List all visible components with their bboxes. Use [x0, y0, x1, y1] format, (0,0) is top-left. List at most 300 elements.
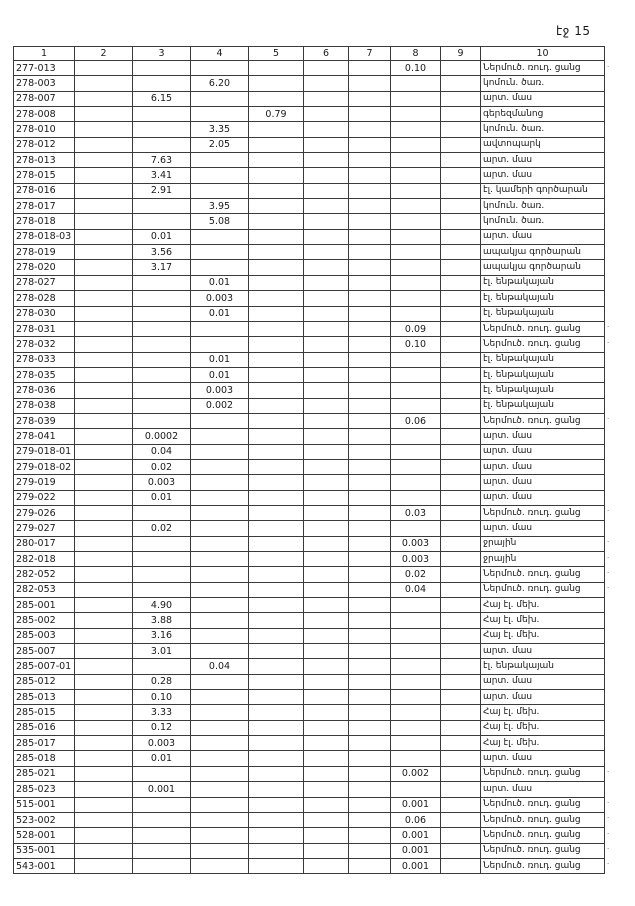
land-register-table — [13, 46, 605, 874]
area-cell-col-8 — [391, 306, 441, 321]
area-cell-col-3 — [133, 367, 191, 382]
area-cell-col-8 — [391, 153, 441, 168]
parcel-code-cell: 515-001 — [14, 797, 75, 812]
area-cell-col-2 — [75, 843, 133, 858]
area-cell-col-5 — [249, 782, 304, 797]
area-cell-col-2 — [75, 644, 133, 659]
area-cell-col-2 — [75, 459, 133, 474]
area-cell-col-9 — [441, 705, 481, 720]
table-row — [14, 352, 605, 367]
table-row — [14, 628, 605, 643]
table-row — [14, 812, 605, 827]
area-cell-col-7 — [349, 659, 391, 674]
table-row — [14, 720, 605, 735]
table-row — [14, 521, 605, 536]
area-cell-col-3 — [133, 137, 191, 152]
area-cell-col-8 — [391, 736, 441, 751]
area-cell-col-9 — [441, 429, 481, 444]
area-cell-col-2 — [75, 76, 133, 91]
area-cell-col-7 — [349, 582, 391, 597]
area-cell-col-3 — [133, 536, 191, 551]
area-cell-col-7 — [349, 552, 391, 567]
area-cell-col-6 — [304, 367, 349, 382]
usage-cell: էլ. ենթակայան — [481, 367, 605, 382]
parcel-code-cell: 278-015 — [14, 168, 75, 183]
area-cell-col-3: 0.01 — [133, 751, 191, 766]
area-cell-col-7 — [349, 690, 391, 705]
area-cell-col-6 — [304, 306, 349, 321]
area-cell-col-6 — [304, 567, 349, 582]
usage-cell: կոմուն. ծառ. — [481, 76, 605, 91]
area-cell-col-8: 0.10 — [391, 337, 441, 352]
area-cell-col-2 — [75, 275, 133, 290]
margin-tick-mark: · — [607, 62, 610, 71]
parcel-code-cell: 278-038 — [14, 398, 75, 413]
margin-tick-mark: · — [607, 507, 610, 516]
usage-cell: Հայ էլ. մեխ. — [481, 598, 605, 613]
usage-cell: կոմուն. ծառ. — [481, 199, 605, 214]
table-row — [14, 306, 605, 321]
area-cell-col-7 — [349, 76, 391, 91]
area-cell-col-9 — [441, 521, 481, 536]
usage-cell: ավտոպարկ — [481, 137, 605, 152]
area-cell-col-4 — [191, 552, 249, 567]
area-cell-col-5 — [249, 490, 304, 505]
usage-cell: Ներմուծ. ռուդ. ցանց — [481, 321, 605, 336]
area-cell-col-5 — [249, 306, 304, 321]
area-cell-col-5 — [249, 352, 304, 367]
area-cell-col-5 — [249, 275, 304, 290]
area-cell-col-5 — [249, 76, 304, 91]
area-cell-col-5 — [249, 168, 304, 183]
area-cell-col-7 — [349, 199, 391, 214]
area-cell-col-9 — [441, 367, 481, 382]
column-header-5: 5 — [249, 47, 304, 61]
area-cell-col-4: 0.01 — [191, 306, 249, 321]
area-cell-col-9 — [441, 858, 481, 873]
usage-cell: Հայ էլ. մեխ. — [481, 720, 605, 735]
table-row — [14, 245, 605, 260]
area-cell-col-8: 0.001 — [391, 858, 441, 873]
area-cell-col-8 — [391, 690, 441, 705]
area-cell-col-3: 0.02 — [133, 459, 191, 474]
area-cell-col-5 — [249, 690, 304, 705]
table-row — [14, 260, 605, 275]
parcel-code-cell: 278-018-03 — [14, 229, 75, 244]
area-cell-col-5 — [249, 183, 304, 198]
area-cell-col-6 — [304, 168, 349, 183]
area-cell-col-3: 3.01 — [133, 644, 191, 659]
area-cell-col-9 — [441, 383, 481, 398]
area-cell-col-6 — [304, 91, 349, 106]
area-cell-col-3 — [133, 214, 191, 229]
area-cell-col-2 — [75, 321, 133, 336]
area-cell-col-4 — [191, 61, 249, 76]
area-cell-col-5 — [249, 122, 304, 137]
usage-cell: Ներմուծ. ռուդ. ցանց — [481, 797, 605, 812]
area-cell-col-5 — [249, 199, 304, 214]
area-cell-col-2 — [75, 337, 133, 352]
area-cell-col-8 — [391, 720, 441, 735]
area-cell-col-4 — [191, 321, 249, 336]
area-cell-col-7 — [349, 429, 391, 444]
area-cell-col-2 — [75, 429, 133, 444]
table-row — [14, 659, 605, 674]
area-cell-col-6 — [304, 245, 349, 260]
area-cell-col-6 — [304, 214, 349, 229]
area-cell-col-4: 2.05 — [191, 137, 249, 152]
usage-cell: արտ. մաս — [481, 521, 605, 536]
usage-cell: կոմուն. ծառ. — [481, 122, 605, 137]
parcel-code-cell: 285-007-01 — [14, 659, 75, 674]
area-cell-col-2 — [75, 475, 133, 490]
area-cell-col-6 — [304, 628, 349, 643]
area-cell-col-3 — [133, 828, 191, 843]
area-cell-col-7 — [349, 337, 391, 352]
area-cell-col-6 — [304, 797, 349, 812]
area-cell-col-2 — [75, 505, 133, 520]
parcel-code-cell: 278-003 — [14, 76, 75, 91]
area-cell-col-6 — [304, 291, 349, 306]
area-cell-col-3 — [133, 582, 191, 597]
parcel-code-cell: 278-031 — [14, 321, 75, 336]
area-cell-col-6 — [304, 812, 349, 827]
table-row — [14, 751, 605, 766]
usage-cell: Հայ էլ. մեխ. — [481, 705, 605, 720]
area-cell-col-4 — [191, 705, 249, 720]
area-cell-col-7 — [349, 137, 391, 152]
area-cell-col-8 — [391, 598, 441, 613]
area-cell-col-3 — [133, 567, 191, 582]
usage-cell: արտ. մաս — [481, 444, 605, 459]
parcel-code-cell: 528-001 — [14, 828, 75, 843]
table-row — [14, 76, 605, 91]
area-cell-col-2 — [75, 122, 133, 137]
area-cell-col-9 — [441, 122, 481, 137]
area-cell-col-9 — [441, 306, 481, 321]
area-cell-col-8 — [391, 644, 441, 659]
area-cell-col-5 — [249, 812, 304, 827]
table-row — [14, 613, 605, 628]
table-row — [14, 429, 605, 444]
area-cell-col-2 — [75, 567, 133, 582]
area-cell-col-9 — [441, 490, 481, 505]
area-cell-col-9 — [441, 398, 481, 413]
usage-cell: արտ. մաս — [481, 690, 605, 705]
area-cell-col-2 — [75, 552, 133, 567]
margin-tick-mark: · — [607, 829, 610, 838]
area-cell-col-2 — [75, 137, 133, 152]
area-cell-col-9 — [441, 644, 481, 659]
area-cell-col-2 — [75, 782, 133, 797]
parcel-code-cell: 279-026 — [14, 505, 75, 520]
usage-cell: արտ. մաս — [481, 459, 605, 474]
area-cell-col-7 — [349, 168, 391, 183]
area-cell-col-8: 0.09 — [391, 321, 441, 336]
area-cell-col-4 — [191, 567, 249, 582]
area-cell-col-7 — [349, 674, 391, 689]
area-cell-col-8 — [391, 490, 441, 505]
margin-tick-mark: · — [607, 799, 610, 807]
table-row — [14, 183, 605, 198]
margin-tick-mark: · — [607, 768, 610, 777]
parcel-code-cell: 278-030 — [14, 306, 75, 321]
usage-cell: ջրային — [481, 552, 605, 567]
table-row — [14, 766, 605, 781]
area-cell-col-9 — [441, 444, 481, 459]
area-cell-col-8: 0.001 — [391, 797, 441, 812]
area-cell-col-6 — [304, 122, 349, 137]
area-cell-col-3: 4.90 — [133, 598, 191, 613]
area-cell-col-8 — [391, 229, 441, 244]
area-cell-col-6 — [304, 413, 349, 428]
area-cell-col-5 — [249, 567, 304, 582]
area-cell-col-4: 0.003 — [191, 291, 249, 306]
area-cell-col-9 — [441, 199, 481, 214]
area-cell-col-8 — [391, 260, 441, 275]
area-cell-col-8 — [391, 245, 441, 260]
area-cell-col-5 — [249, 383, 304, 398]
area-cell-col-6 — [304, 521, 349, 536]
area-cell-col-5 — [249, 720, 304, 735]
area-cell-col-7 — [349, 782, 391, 797]
area-cell-col-8 — [391, 291, 441, 306]
area-cell-col-7 — [349, 843, 391, 858]
area-cell-col-6 — [304, 61, 349, 76]
area-cell-col-5 — [249, 536, 304, 551]
area-cell-col-7 — [349, 505, 391, 520]
area-cell-col-8 — [391, 659, 441, 674]
area-cell-col-4: 0.01 — [191, 367, 249, 382]
area-cell-col-2 — [75, 812, 133, 827]
table-row — [14, 367, 605, 382]
area-cell-col-6 — [304, 690, 349, 705]
area-cell-col-8 — [391, 444, 441, 459]
area-cell-col-8 — [391, 429, 441, 444]
area-cell-col-8 — [391, 705, 441, 720]
area-cell-col-3: 3.88 — [133, 613, 191, 628]
area-cell-col-4 — [191, 536, 249, 551]
column-header-10: 10 — [481, 47, 605, 61]
area-cell-col-6 — [304, 337, 349, 352]
area-cell-col-4 — [191, 91, 249, 106]
area-cell-col-3 — [133, 812, 191, 827]
area-cell-col-4 — [191, 337, 249, 352]
area-cell-col-5: 0.79 — [249, 107, 304, 122]
area-cell-col-3: 0.10 — [133, 690, 191, 705]
area-cell-col-6 — [304, 199, 349, 214]
area-cell-col-2 — [75, 245, 133, 260]
column-header-4: 4 — [191, 47, 249, 61]
area-cell-col-9 — [441, 828, 481, 843]
usage-cell: Ներմուծ. ռուդ. ցանց — [481, 413, 605, 428]
area-cell-col-3: 3.16 — [133, 628, 191, 643]
usage-cell: արտ. մաս — [481, 475, 605, 490]
parcel-code-cell: 278-027 — [14, 275, 75, 290]
area-cell-col-2 — [75, 306, 133, 321]
area-cell-col-4 — [191, 690, 249, 705]
area-cell-col-4 — [191, 843, 249, 858]
area-cell-col-6 — [304, 582, 349, 597]
area-cell-col-7 — [349, 812, 391, 827]
area-cell-col-2 — [75, 352, 133, 367]
usage-cell: էլ. կամերի գործարան — [481, 183, 605, 198]
area-cell-col-7 — [349, 260, 391, 275]
area-cell-col-4: 0.04 — [191, 659, 249, 674]
area-cell-col-7 — [349, 521, 391, 536]
area-cell-col-2 — [75, 199, 133, 214]
area-cell-col-4 — [191, 153, 249, 168]
area-cell-col-9 — [441, 137, 481, 152]
area-cell-col-4: 6.20 — [191, 76, 249, 91]
table-row — [14, 552, 605, 567]
margin-tick-mark: · — [607, 568, 610, 577]
area-cell-col-3 — [133, 505, 191, 520]
usage-cell: ջրային — [481, 536, 605, 551]
area-cell-col-8 — [391, 613, 441, 628]
area-cell-col-7 — [349, 383, 391, 398]
area-cell-col-2 — [75, 183, 133, 198]
parcel-code-cell: 278-008 — [14, 107, 75, 122]
table-row — [14, 91, 605, 106]
table-row — [14, 490, 605, 505]
area-cell-col-4 — [191, 736, 249, 751]
table-row — [14, 536, 605, 551]
area-cell-col-7 — [349, 705, 391, 720]
area-cell-col-8 — [391, 383, 441, 398]
area-cell-col-5 — [249, 736, 304, 751]
area-cell-col-7 — [349, 413, 391, 428]
area-cell-col-7 — [349, 398, 391, 413]
parcel-code-cell: 543-001 — [14, 858, 75, 873]
area-cell-col-9 — [441, 552, 481, 567]
area-cell-col-9 — [441, 843, 481, 858]
table-row — [14, 828, 605, 843]
usage-cell: Ներմուծ. ռուդ. ցանց — [481, 61, 605, 76]
area-cell-col-9 — [441, 61, 481, 76]
table-row — [14, 337, 605, 352]
area-cell-col-3: 0.001 — [133, 782, 191, 797]
usage-cell: արտ. մաս — [481, 490, 605, 505]
area-cell-col-4 — [191, 229, 249, 244]
area-cell-col-5 — [249, 153, 304, 168]
area-cell-col-6 — [304, 321, 349, 336]
area-cell-col-2 — [75, 214, 133, 229]
table-row — [14, 736, 605, 751]
usage-cell: էլ. ենթակայան — [481, 383, 605, 398]
usage-cell: էլ. ենթակայան — [481, 352, 605, 367]
area-cell-col-7 — [349, 444, 391, 459]
usage-cell: Ներմուծ. ռուդ. ցանց — [481, 843, 605, 858]
area-cell-col-5 — [249, 398, 304, 413]
column-header-7: 7 — [349, 47, 391, 61]
parcel-code-cell: 285-001 — [14, 598, 75, 613]
area-cell-col-9 — [441, 459, 481, 474]
area-cell-col-6 — [304, 429, 349, 444]
usage-cell: արտ. մաս — [481, 429, 605, 444]
area-cell-col-8: 0.003 — [391, 536, 441, 551]
area-cell-col-2 — [75, 736, 133, 751]
usage-cell: Հայ էլ. մեխ. — [481, 736, 605, 751]
area-cell-col-2 — [75, 628, 133, 643]
area-cell-col-6 — [304, 751, 349, 766]
area-cell-col-5 — [249, 613, 304, 628]
area-cell-col-9 — [441, 352, 481, 367]
area-cell-col-6 — [304, 183, 349, 198]
area-cell-col-9 — [441, 245, 481, 260]
area-cell-col-2 — [75, 107, 133, 122]
area-cell-col-8: 0.04 — [391, 582, 441, 597]
area-cell-col-7 — [349, 306, 391, 321]
area-cell-col-8 — [391, 122, 441, 137]
parcel-code-cell: 278-036 — [14, 383, 75, 398]
table-row — [14, 582, 605, 597]
column-header-1: 1 — [14, 47, 75, 61]
usage-cell: Ներմուծ. ռուդ. ցանց — [481, 812, 605, 827]
area-cell-col-3 — [133, 766, 191, 781]
area-cell-col-7 — [349, 766, 391, 781]
parcel-code-cell: 278-013 — [14, 153, 75, 168]
area-cell-col-3 — [133, 398, 191, 413]
area-cell-col-7 — [349, 122, 391, 137]
area-cell-col-3: 3.17 — [133, 260, 191, 275]
area-cell-col-5 — [249, 475, 304, 490]
area-cell-col-5 — [249, 766, 304, 781]
area-cell-col-6 — [304, 843, 349, 858]
area-cell-col-3 — [133, 659, 191, 674]
area-cell-col-6 — [304, 260, 349, 275]
area-cell-col-3 — [133, 858, 191, 873]
area-cell-col-6 — [304, 552, 349, 567]
area-cell-col-6 — [304, 766, 349, 781]
parcel-code-cell: 285-002 — [14, 613, 75, 628]
table-row — [14, 229, 605, 244]
area-cell-col-7 — [349, 321, 391, 336]
area-cell-col-8 — [391, 137, 441, 152]
area-cell-col-6 — [304, 828, 349, 843]
area-cell-col-8 — [391, 475, 441, 490]
parcel-code-cell: 278-019 — [14, 245, 75, 260]
area-cell-col-3: 0.0002 — [133, 429, 191, 444]
area-cell-col-9 — [441, 582, 481, 597]
area-cell-col-2 — [75, 61, 133, 76]
area-cell-col-3: 0.04 — [133, 444, 191, 459]
area-cell-col-7 — [349, 736, 391, 751]
area-cell-col-9 — [441, 475, 481, 490]
area-cell-col-8: 0.02 — [391, 567, 441, 582]
table-row — [14, 505, 605, 520]
area-cell-col-7 — [349, 214, 391, 229]
area-cell-col-7 — [349, 644, 391, 659]
area-cell-col-5 — [249, 751, 304, 766]
area-cell-col-4 — [191, 797, 249, 812]
area-cell-col-3 — [133, 383, 191, 398]
area-cell-col-4 — [191, 720, 249, 735]
table-row — [14, 567, 605, 582]
area-cell-col-5 — [249, 644, 304, 659]
area-cell-col-2 — [75, 659, 133, 674]
area-cell-col-2 — [75, 521, 133, 536]
area-cell-col-8 — [391, 751, 441, 766]
area-cell-col-9 — [441, 183, 481, 198]
margin-tick-mark: · — [607, 323, 610, 332]
area-cell-col-9 — [441, 321, 481, 336]
area-cell-col-9 — [441, 720, 481, 735]
area-cell-col-4 — [191, 782, 249, 797]
usage-cell: արտ. մաս — [481, 674, 605, 689]
area-cell-col-2 — [75, 858, 133, 873]
column-header-2: 2 — [75, 47, 133, 61]
